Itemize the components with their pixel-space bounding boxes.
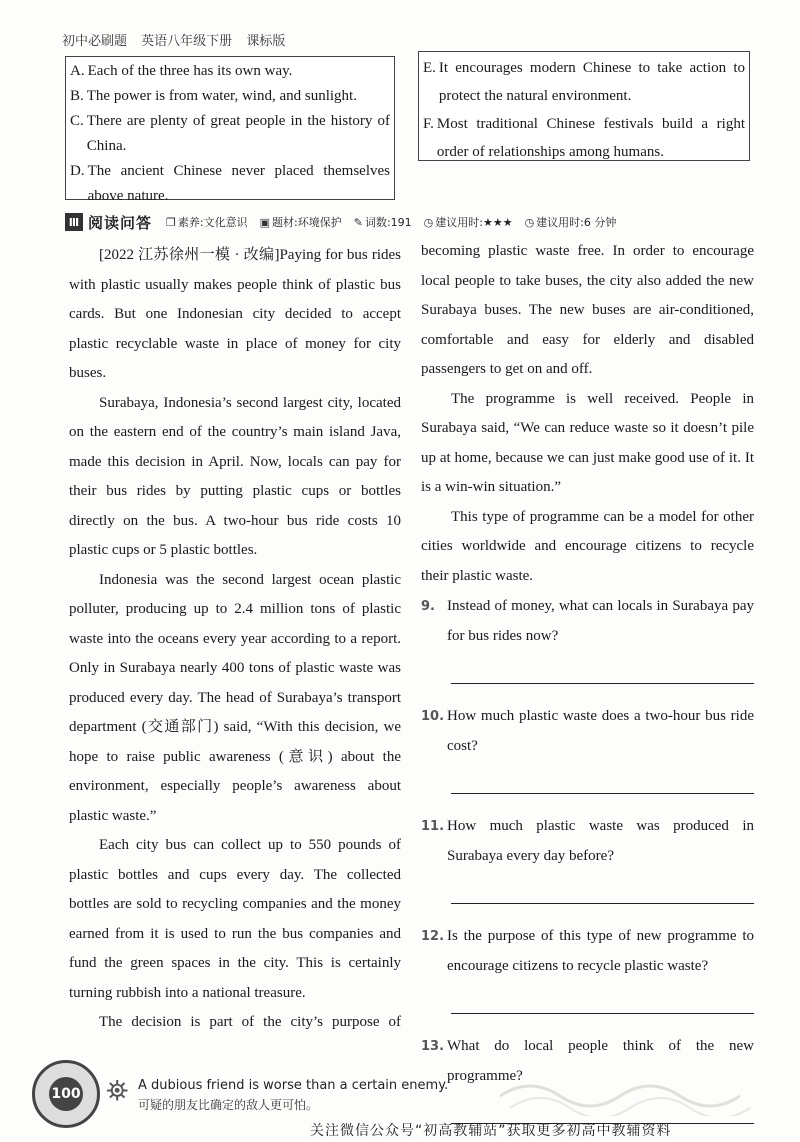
meta-text: 素养:文化意识 xyxy=(177,216,248,229)
option-key: F. xyxy=(423,116,434,132)
answer-line-12[interactable] xyxy=(451,999,754,1014)
question-number: 10. xyxy=(421,709,445,724)
promo-text: 关注微信公众号“初高教辅站”获取更多初高中教辅资料 xyxy=(310,1123,672,1139)
option-f xyxy=(423,110,749,166)
topic-icon: ▣ xyxy=(259,215,271,229)
option-key: B. xyxy=(70,88,84,104)
difficulty-icon: ◷ xyxy=(423,215,434,229)
question-9 xyxy=(421,592,754,651)
option-text: The ancient Chinese never placed themselves above nature. xyxy=(87,163,390,204)
question-number: 9. xyxy=(421,599,435,614)
lighthouse-icon: ⛯ xyxy=(106,1076,129,1107)
answer-line-11[interactable] xyxy=(451,889,754,904)
option-key: C. xyxy=(70,113,84,129)
question-10 xyxy=(421,702,754,761)
option-a xyxy=(70,59,394,84)
meta-difficulty xyxy=(424,214,513,230)
option-c xyxy=(70,109,394,159)
question-number: 12. xyxy=(421,929,445,944)
passage-paragraph-1 xyxy=(69,241,401,389)
meta-topic xyxy=(260,214,342,230)
literacy-icon: ❐ xyxy=(166,215,176,229)
header-edition: 课标版 xyxy=(246,34,286,49)
page-header xyxy=(62,30,295,49)
question-text: What do local people think of the new programme? xyxy=(447,1038,754,1084)
time-icon: ◷ xyxy=(524,215,535,229)
option-d xyxy=(70,159,394,209)
passage-paragraph-3: Indonesia was the second largest ocean plastic polluter, producing up to 2.4 million tons of plastic waste into the oceans every year according to a report. Only in Surabaya nearly 400 tons of plastic waste was produced every day. The head of Surabaya’s transport department (交通部门) said, “With this decision, we hope to raise public awareness (意识) about the environment, especially people’s awareness about plastic waste.” xyxy=(69,571,401,824)
question-text: Instead of money, what can locals in Surabaya pay for bus rides now? xyxy=(447,598,754,644)
passage-paragraph-2: Surabaya, Indonesia’s second largest city, located on the eastern end of the country’s main island Java, made this decision in April. Now, locals can pay for their bus rides by putting plastic cups or bottles directly on the bus. A two-hour bus ride costs 10 plastic cups or 5 plastic bottles. xyxy=(69,394,401,558)
passage-paragraph-4: Each city bus can collect up to 550 pounds of plastic bottles and cups every day. The collected bottles are sold to recycling companies and the money earned from it is used to run the bus companies and fund the green spaces in the city. This is certainly turning rubbish into a national treasure. xyxy=(69,837,401,1001)
passage-left-column xyxy=(69,241,401,1038)
header-series: 初中必刷题 xyxy=(62,34,128,49)
option-text: It encourages modern Chinese to take action to protect the natural environment. xyxy=(438,60,745,104)
options-box-right xyxy=(418,51,750,161)
option-text: Most traditional Chinese festivals build a right order of relationships among humans. xyxy=(436,116,745,160)
section-header xyxy=(65,212,755,232)
question-number: 13. xyxy=(421,1039,445,1054)
option-key: E. xyxy=(423,60,436,76)
header-book: 英语八年级下册 xyxy=(141,34,233,49)
passage-paragraph-7: This type of programme can be a model for other cities worldwide and encourage citizens to recycle their plastic waste. xyxy=(421,508,754,584)
question-11 xyxy=(421,812,754,871)
options-box-left xyxy=(65,56,395,204)
option-text: There are plenty of great people in the history of China. xyxy=(86,113,390,154)
meta-text: 题材:环境保护 xyxy=(272,216,342,229)
decorative-wave-icon xyxy=(500,1056,760,1116)
section-number-badge: Ⅲ xyxy=(65,213,83,231)
paragraph-text: Paying for bus rides with plastic usually makes people think of plastic bus cards. But one Indonesian city decided to accept plastic recyclable waste in place of money for city buses. xyxy=(69,247,401,381)
answer-line-9[interactable] xyxy=(451,669,754,684)
ship-wheel-icon xyxy=(32,1060,100,1128)
question-text: How much plastic waste was produced in Surabaya every day before? xyxy=(447,818,754,864)
meta-text: 建议用时:6 分钟 xyxy=(536,216,617,229)
option-key: D. xyxy=(70,163,85,179)
option-text: The power is from water, wind, and sunlight. xyxy=(86,88,357,104)
motto-english: A dubious friend is worse than a certain enemy. xyxy=(138,1078,449,1093)
passage-paragraph-5-start: The decision is part of the city’s purpose of xyxy=(99,1014,401,1030)
question-12 xyxy=(421,922,754,981)
passage-right-column xyxy=(421,237,754,1142)
meta-wordcount xyxy=(354,214,412,230)
option-key: A. xyxy=(70,63,85,79)
answer-line-10[interactable] xyxy=(451,779,754,794)
wordcount-icon: ✎ xyxy=(353,215,363,229)
passage-paragraph-5-end: becoming plastic waste free. In order to encourage local people to take buses, the city also added the new Surabaya buses. The new buses are air-conditioned, comfortable and easy for elderly and disabled passengers to get on and off. xyxy=(421,243,754,377)
motto-chinese: 可疑的朋友比确定的敌人更可怕。 xyxy=(138,1098,319,1112)
question-number: 11. xyxy=(421,819,445,834)
option-e xyxy=(423,54,749,110)
question-text: How much plastic waste does a two-hour bus ride cost? xyxy=(447,708,754,754)
meta-literacy xyxy=(166,214,248,230)
option-text: Each of the three has its own way. xyxy=(87,63,293,79)
passage-paragraph-6: The programme is well received. People in Surabaya said, “We can reduce waste so it doesn’t pile up at home, because we can just make good use of it. It is a win-win situation.” xyxy=(421,390,754,495)
section-title: 阅读问答 xyxy=(88,213,153,232)
question-text: Is the purpose of this type of new programme to encourage citizens to recycle plastic waste? xyxy=(447,928,754,974)
meta-text: 词数:191 xyxy=(364,216,412,229)
option-b xyxy=(70,84,394,109)
passage-source: [2022 江苏徐州一模 · 改编] xyxy=(99,247,280,263)
meta-text: 建议用时:★★★ xyxy=(435,216,513,229)
page-footer xyxy=(30,1056,770,1139)
meta-time xyxy=(525,214,617,230)
page-number: 100 xyxy=(49,1077,83,1111)
